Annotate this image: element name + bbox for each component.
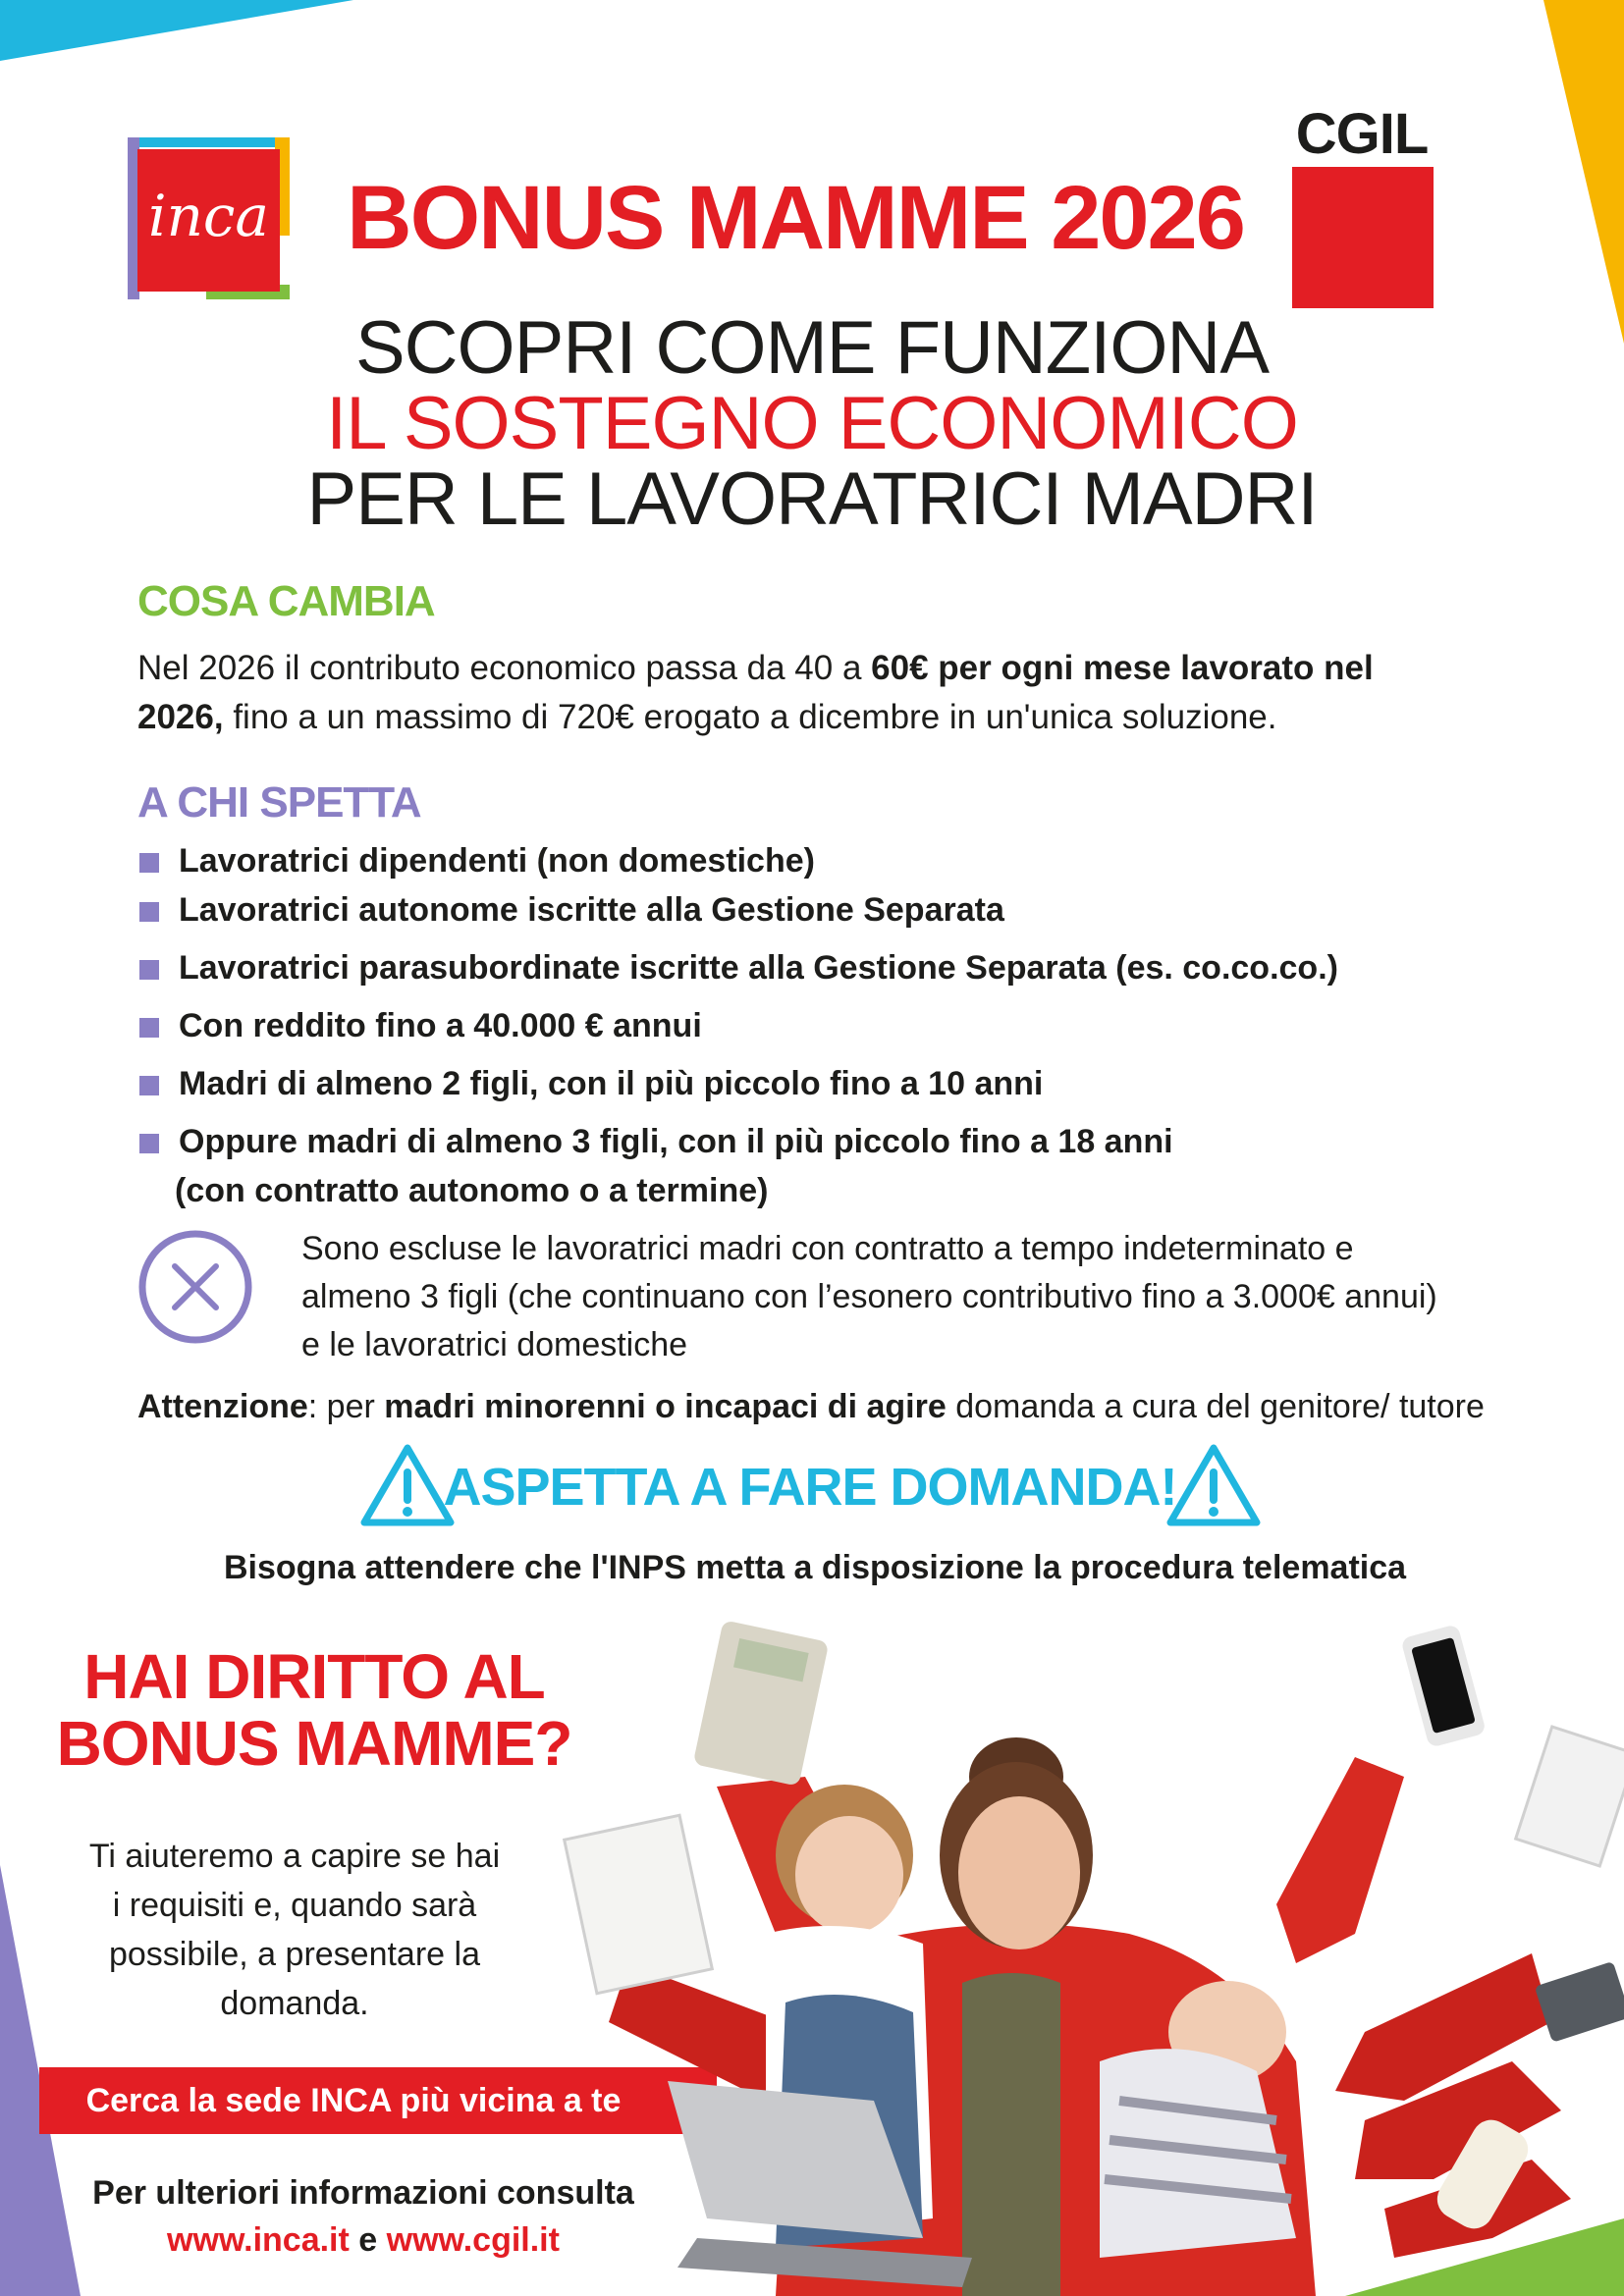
- list-item: Lavoratrici parasubordinate iscritte alla Gestione Separata (es. co.co.co.): [137, 943, 1443, 992]
- corner-decoration-top-right: [1543, 0, 1624, 353]
- cgil-logo-text: CGIL: [1295, 102, 1429, 166]
- mother-with-children-illustration: [550, 1610, 1624, 2296]
- warning-triangle-icon: [1166, 1443, 1261, 1527]
- warning-banner: [353, 1443, 1267, 1537]
- inca-logo: [128, 137, 290, 299]
- page-title: BONUS MAMME 2026: [347, 168, 1244, 268]
- list-item: Lavoratrici dipendenti (non domestiche): [137, 836, 1443, 885]
- requirements-list: [137, 836, 1443, 1215]
- cosa-cambia-highlight: 60€ per ogni mese lavorato nel 2026,: [137, 649, 1374, 736]
- help-text: Ti aiuteremo a capire se hai i requisiti e, quando sarà possibile, a presentare la domanda.: [88, 1838, 501, 2022]
- list-item: Lavoratrici autonome iscritte alla Gestione Separata: [137, 885, 1443, 934]
- bonus-question-title: HAI DIRITTO AL BONUS MAMME?: [56, 1641, 572, 1779]
- cgil-logo: [1288, 102, 1435, 308]
- list-item: Con reddito fino a 40.000 € annui: [137, 1001, 1443, 1050]
- list-item: Madri di almeno 2 figli, con il più piccolo fino a 10 anni: [137, 1059, 1443, 1108]
- cosa-cambia-text: Nel 2026 il contributo economico passa da 40 a 60€ per ogni mese lavorato nel 2026, fino a un massimo di 720€ erogato a dicembre in un'unica soluzione.: [137, 649, 1374, 736]
- x-circle-icon: [137, 1229, 253, 1345]
- attention-note: Attenzione: per madri minorenni o incapaci di agire domanda a cura del genitore/ tutore: [137, 1388, 1485, 1425]
- corner-decoration-top-left: [0, 0, 353, 69]
- cgil-link[interactable]: www.cgil.it: [386, 2221, 560, 2259]
- cosa-cambia-title: COSA CAMBIA: [137, 577, 435, 625]
- more-info: Per ulteriori informazioni consulta www.inca.it e www.cgil.it: [92, 2174, 634, 2259]
- headline-line-1: SCOPRI COME FUNZIONA: [354, 306, 1270, 390]
- list-item: Oppure madri di almeno 3 figli, con il più piccolo fino a 18 anni (con contratto autonomo o a termine): [137, 1117, 1443, 1215]
- warning-title: ASPETTA A FARE DOMANDA!: [443, 1458, 1177, 1517]
- cgil-logo-box: [1292, 167, 1434, 308]
- a-chi-spetta-title: A CHI SPETTA: [137, 778, 421, 827]
- inca-link[interactable]: www.inca.it: [167, 2221, 350, 2259]
- inca-logo-text: inca: [148, 183, 269, 249]
- inps-note: Bisogna attendere che l'INPS metta a disposizione la procedura telematica: [223, 1549, 1407, 1586]
- headline-line-3: PER LE LAVORATRICI MADRI: [306, 457, 1318, 541]
- find-office-label: Cerca la sede INCA più vicina a te: [85, 2082, 622, 2119]
- headline-line-2: IL SOSTEGNO ECONOMICO: [326, 382, 1298, 465]
- exclusion-text: Sono escluse le lavoratrici madri con contratto a tempo indeterminato e almeno 3 figli (che continuano con l’esonero contributivo fino a 3.000€ annui) e le lavoratrici domestiche: [301, 1230, 1437, 1363]
